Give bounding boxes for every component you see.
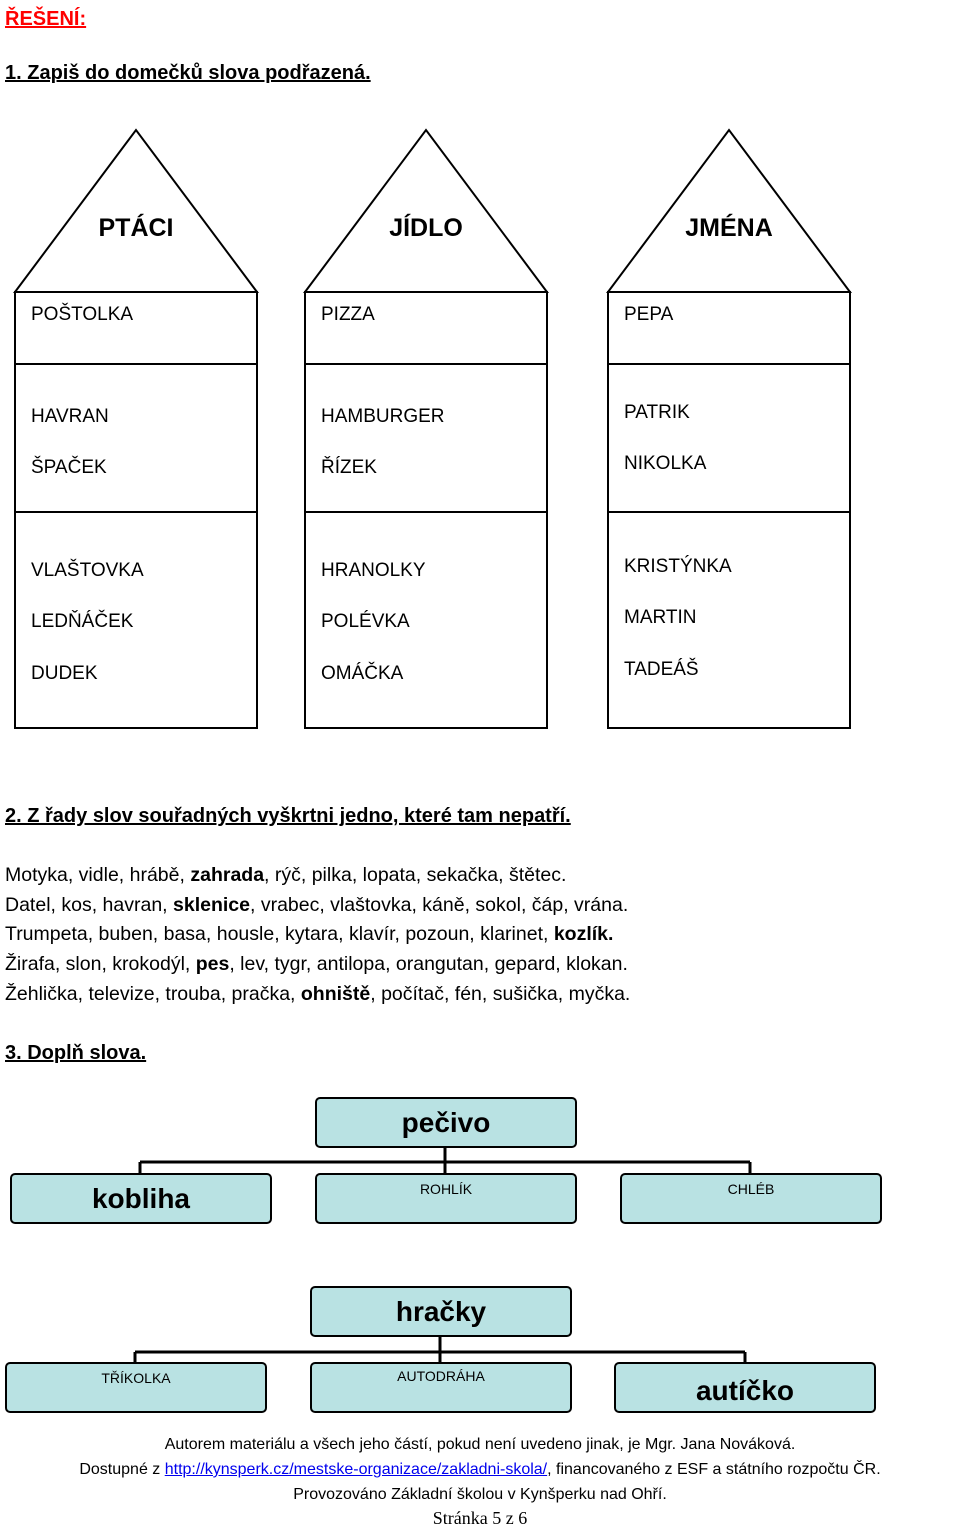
house-roof-ptaci: [15, 130, 257, 292]
houses-drawing: [0, 0, 960, 760]
house-title-jidlo: JÍDLO: [389, 214, 463, 242]
house-word: PEPA: [624, 304, 674, 325]
house-word: PATRIK: [624, 402, 690, 423]
house-word: NIKOLKA: [624, 453, 707, 474]
house-body-jidlo-1: [305, 292, 547, 364]
house-word: HAVRAN: [31, 406, 109, 427]
tree2-child-node: TŘÍKOLKA: [5, 1362, 267, 1413]
tree2-root-node: hračky: [310, 1286, 572, 1337]
footer-author: Autorem materiálu a všech jeho částí, pokud není uvedeno jinak, je Mgr. Jana Nováková.: [164, 1436, 796, 1453]
house-roof-jmena: [608, 130, 850, 292]
sentence-row: Žehlička, televize, trouba, pračka, ohniště, počítač, fén, sušička, myčka.: [5, 983, 631, 1005]
sentence-row: Žirafa, slon, krokodýl, pes, lev, tygr, antilopa, orangutan, gepard, klokan.: [5, 953, 628, 975]
task2-heading: 2. Z řady slov souřadných vyškrtni jedno, které tam nepatří.: [5, 805, 571, 827]
tree1-child-node: kobliha: [10, 1173, 272, 1224]
house-word: POLÉVKA: [321, 611, 410, 632]
task3-heading: 3. Doplň slova.: [5, 1042, 147, 1064]
sentence-row: Datel, kos, havran, sklenice, vrabec, vlaštovka, káně, sokol, čáp, vrána.: [5, 894, 629, 916]
house-word: ŠPAČEK: [31, 457, 107, 478]
house-word: LEDŇÁČEK: [31, 611, 134, 632]
house-word: ŘÍZEK: [321, 457, 377, 478]
house-title-ptaci: PTÁCI: [98, 214, 174, 242]
tree1-child-node: ROHLÍK: [315, 1173, 577, 1224]
house-body-ptaci-2: [15, 364, 257, 512]
footer-link[interactable]: http://kynsperk.cz/mestske-organizace/zakladni-skola/: [164, 1461, 548, 1478]
tree1-child-node: CHLÉB: [620, 1173, 882, 1224]
odd-word: zahrada: [190, 864, 265, 886]
house-body-jmena-1: [608, 292, 850, 364]
page-number: Stránka 5 z 6: [432, 1508, 528, 1528]
odd-word: pes: [195, 953, 230, 975]
tree2-child-node: AUTODRÁHA: [310, 1362, 572, 1413]
house-word: VLAŠTOVKA: [31, 560, 144, 581]
house-word: POŠTOLKA: [31, 304, 134, 325]
house-body-jmena-2: [608, 364, 850, 512]
sentence-row: Motyka, vidle, hrábě, zahrada, rýč, pilka, lopata, sekačka, štětec.: [5, 864, 567, 886]
house-body-ptaci-1: [15, 292, 257, 364]
footer-source: Dostupné z http://kynsperk.cz/mestske-organizace/zakladni-skola/, financovaného z ESF a státního rozpočtu ČR.: [79, 1461, 881, 1478]
odd-word: ohniště: [300, 983, 371, 1005]
sentence-row: Trumpeta, buben, basa, housle, kytara, klavír, pozoun, klarinet, kozlík.: [5, 923, 614, 945]
task1-heading: 1. Zapiš do domečků slova podřazená.: [5, 62, 371, 84]
house-roof-jidlo: [305, 130, 547, 292]
solution-heading: ŘEŠENÍ:: [5, 8, 87, 30]
house-word: HRANOLKY: [321, 560, 426, 581]
house-body-jidlo-2: [305, 364, 547, 512]
footer-operator: Provozováno Základní školou v Kynšperku nad Ohří.: [293, 1486, 667, 1503]
house-word: HAMBURGER: [321, 406, 445, 427]
odd-word: kozlík.: [553, 923, 614, 945]
house-word: PIZZA: [321, 304, 375, 325]
house-word: MARTIN: [624, 607, 697, 628]
house-word: OMÁČKA: [321, 663, 404, 684]
house-word: KRISTÝNKA: [624, 556, 732, 577]
odd-word: sklenice: [173, 894, 250, 916]
tree2-child-node: autíčko: [614, 1362, 876, 1413]
tree1-root-node: pečivo: [315, 1097, 577, 1148]
house-word: TADEÁŠ: [624, 659, 699, 680]
house-word: DUDEK: [31, 663, 98, 684]
house-title-jmena: JMÉNA: [685, 214, 773, 242]
